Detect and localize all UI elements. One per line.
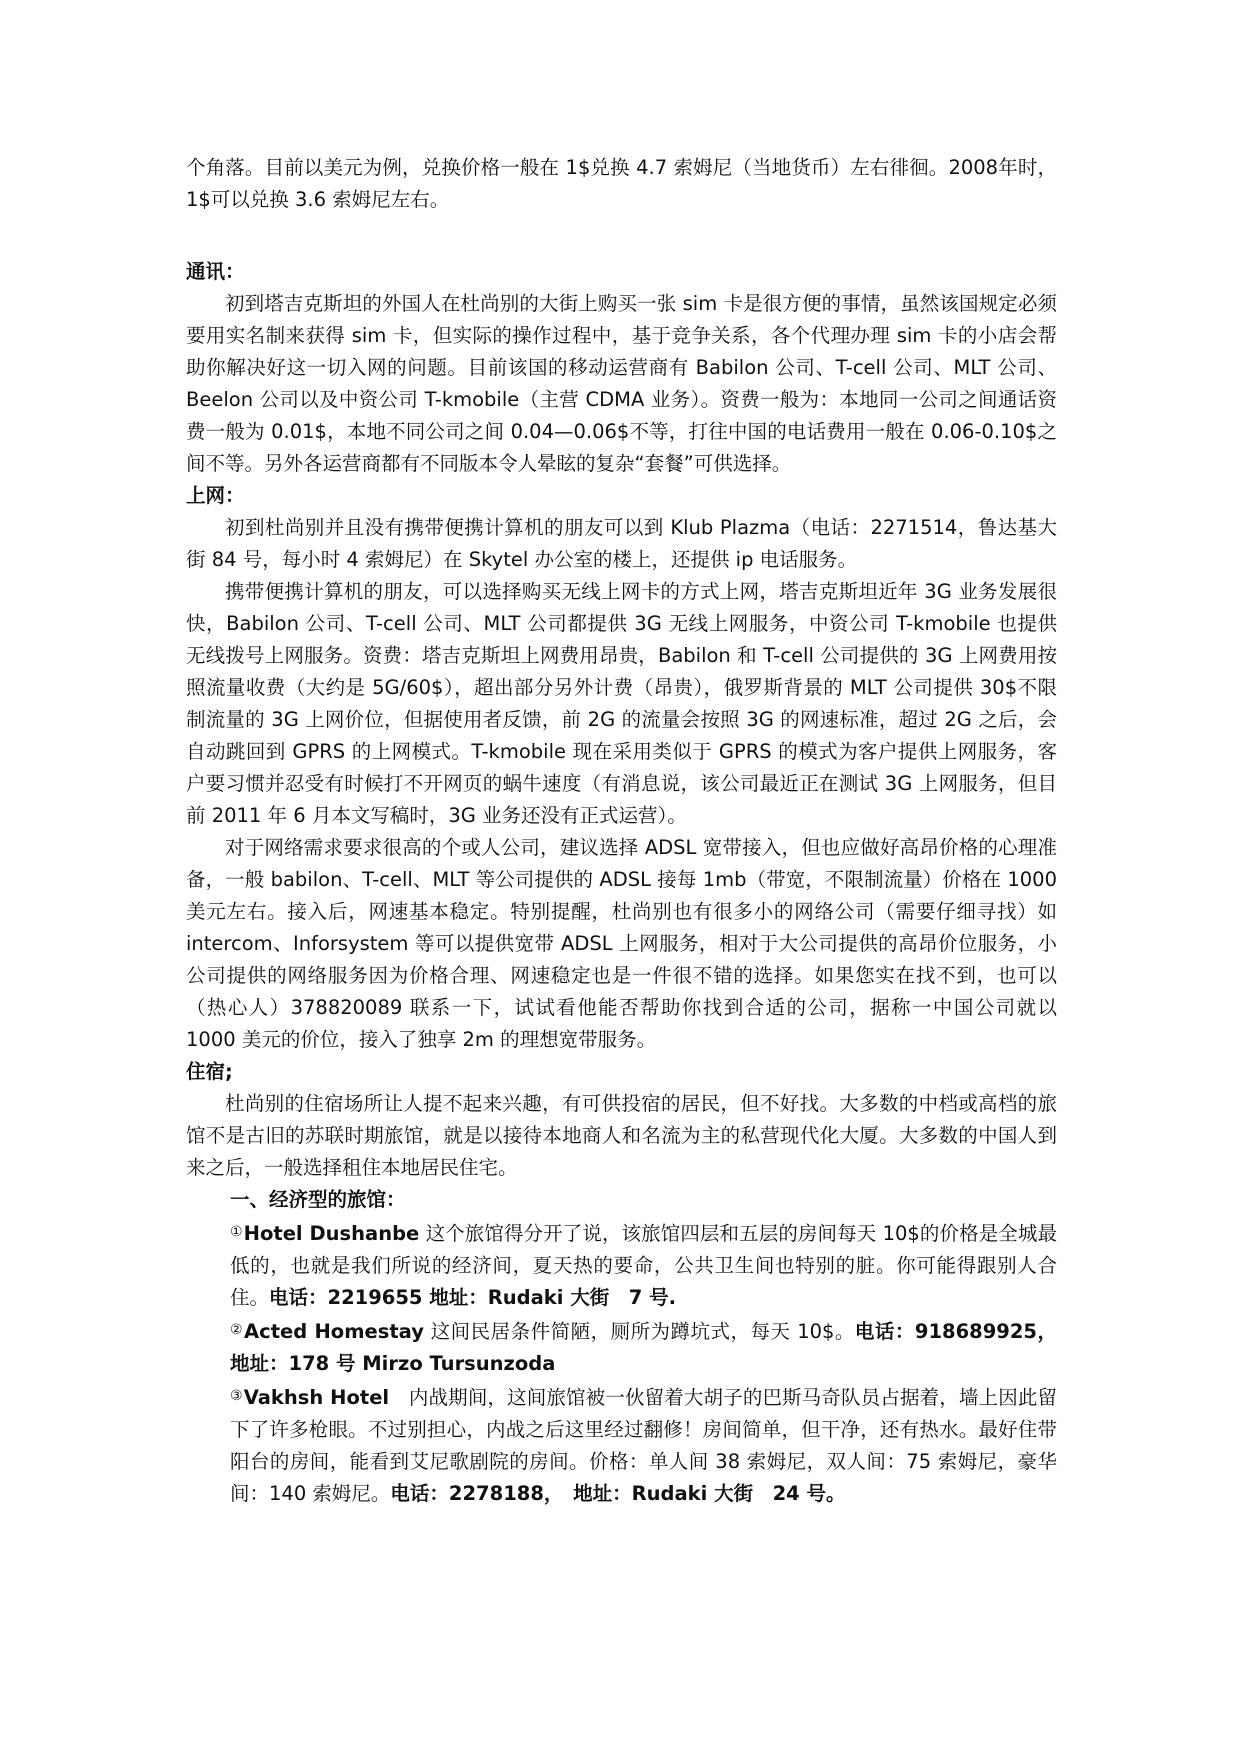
hotel-number: ① <box>230 1224 243 1240</box>
internet-heading: 上网： <box>186 484 245 507</box>
hotel-name: Hotel Dushanbe <box>243 1222 420 1245</box>
communication-paragraph: 初到塔吉克斯坦的外国人在杜尚别的大街上购买一张 sim 卡是很方便的事情，虽然该国规定必须要用实名制来获得 sim 卡，但实际的操作过程中，基于竞争关系，各个代理办理 sim 卡的小店会帮助你解决好这一切入网的问题。目前该国的移动运营商有 Babilon 公司、T-cell 公司、MLT 公司、Beelon 公司以及中资公司 T-kmobile（主营 CDMA 业务）。资费一般为：本地同一公司之间通话资费一般为 0.01$，本地不同公司之间 0.04—0.06$不等，打往中国的电话费用一般在 0.06-0.10$之间不等。另外各运营商都有不同版本令人晕眩的复杂“套餐”可供选择。 <box>186 292 1057 475</box>
hotel-contact: 电话：2278188， 地址：Rudaki 大街 24 号。 <box>390 1482 846 1505</box>
communication-heading: 通讯： <box>186 260 245 283</box>
economy-hotels-heading: 一、经济型的旅馆： <box>230 1188 406 1211</box>
hotel-name: Vakhsh Hotel <box>243 1386 390 1409</box>
hotel-contact: 电话：2219655 地址：Rudaki 大街 7 号. <box>269 1286 677 1309</box>
accommodation-paragraph: 杜尚别的住宿场所让人提不起来兴趣，有可供投宿的居民，但不好找。大多数的中档或高档的旅馆不是古旧的苏联时期旅馆，就是以接待本地商人和名流为主的私营现代化大厦。大多数的中国人到来之后，一般选择租住本地居民住宅。 <box>186 1092 1057 1179</box>
hotel-entry <box>186 1216 1057 1314</box>
hotel-entry <box>186 1380 1057 1510</box>
hotel-description: 这间民居条件简陋，厕所为蹲坑式，每天 10$。 <box>423 1320 855 1343</box>
accommodation-heading: 住宿; <box>186 1060 233 1083</box>
hotel-number: ② <box>230 1322 244 1338</box>
internet-paragraph: 对于网络需求要求很高的个或人公司，建议选择 ADSL 宽带接入，但也应做好高昂价格的心理准备，一般 babilon、T-cell、MLT 等公司提供的 ADSL 接每 1mb（带宽，不限制流量）价格在 1000 美元左右。接入后，网速基本稳定。特别提醒，杜尚别也有很多小的网络公司（需要仔细寻找）如 intercom、Inforsystem 等可以提供宽带 ADSL 上网服务，相对于大公司提供的高昂价位服务，小公司提供的网络服务因为价格合理、网速稳定也是一件很不错的选择。如果您实在找不到，也可以（热心人）378820089 联系一下，试试看他能否帮助你找到合适的公司，据称一中国公司就以 1000 美元的价位，接入了独享 2m 的理想宽带服务。 <box>186 836 1057 1051</box>
intro-paragraph: 个角落。目前以美元为例，兑换价格一般在 1$兑换 4.7 索姆尼（当地货币）左右徘徊。2008年时，1$可以兑换 3.6 索姆尼左右。 <box>186 156 1057 211</box>
hotel-contact: 电话：918689925，地址：178 号 Mirzo Tursunzoda <box>230 1320 1057 1375</box>
hotel-number: ③ <box>230 1388 243 1404</box>
hotel-entry <box>186 1314 1057 1380</box>
internet-paragraph: 初到杜尚别并且没有携带便携计算机的朋友可以到 Klub Plazma（电话：2271514，鲁达基大街 84 号，每小时 4 索姆尼）在 Skytel 办公室的楼上，还提供 ip 电话服务。 <box>186 516 1057 571</box>
hotel-name: Acted Homestay <box>244 1320 424 1343</box>
hotel-description: 这个旅馆得分开了说，该旅馆四层和五层的房间每天 10$的价格是全城最低的，也就是我们所说的经济间，夏天热的要命，公共卫生间也特别的脏。你可能得跟别人合住。 <box>230 1222 1057 1309</box>
section-spacer <box>186 216 1057 256</box>
hotel-description: 内战期间，这间旅馆被一伙留着大胡子的巴斯马奇队员占据着，墙上因此留下了许多枪眼。不过别担心，内战之后这里经过翻修！房间简单，但干净，还有热水。最好住带阳台的房间，能看到艾尼歌剧院的房间。价格：单人间 38 索姆尼，双人间：75 索姆尼，豪华间：140 索姆尼。 <box>230 1386 1057 1505</box>
internet-paragraph: 携带便携计算机的朋友，可以选择购买无线上网卡的方式上网，塔吉克斯坦近年 3G 业务发展很快，Babilon 公司、T-cell 公司、MLT 公司都提供 3G 无线上网服务，中资公司 T-kmobile 也提供无线拨号上网服务。资费：塔吉克斯坦上网费用昂贵，Babilon 和 T-cell 公司提供的 3G 上网费用按照流量收费（大约是 5G/60$），超出部分另外计费（昂贵），俄罗斯背景的 MLT 公司提供 30$不限制流量的 3G 上网价位，但据使用者反馈，前 2G 的流量会按照 3G 的网速标准，超过 2G 之后，会自动跳回到 GPRS 的上网模式。T-kmobile 现在采用类似于 GPRS 的模式为客户提供上网服务，客户要习惯并忍受有时候打不开网页的蜗牛速度（有消息说，该公司最近正在测试 3G 上网服务，但目前 2011 年 6 月本文写稿时，3G 业务还没有正式运营）。 <box>186 580 1057 827</box>
